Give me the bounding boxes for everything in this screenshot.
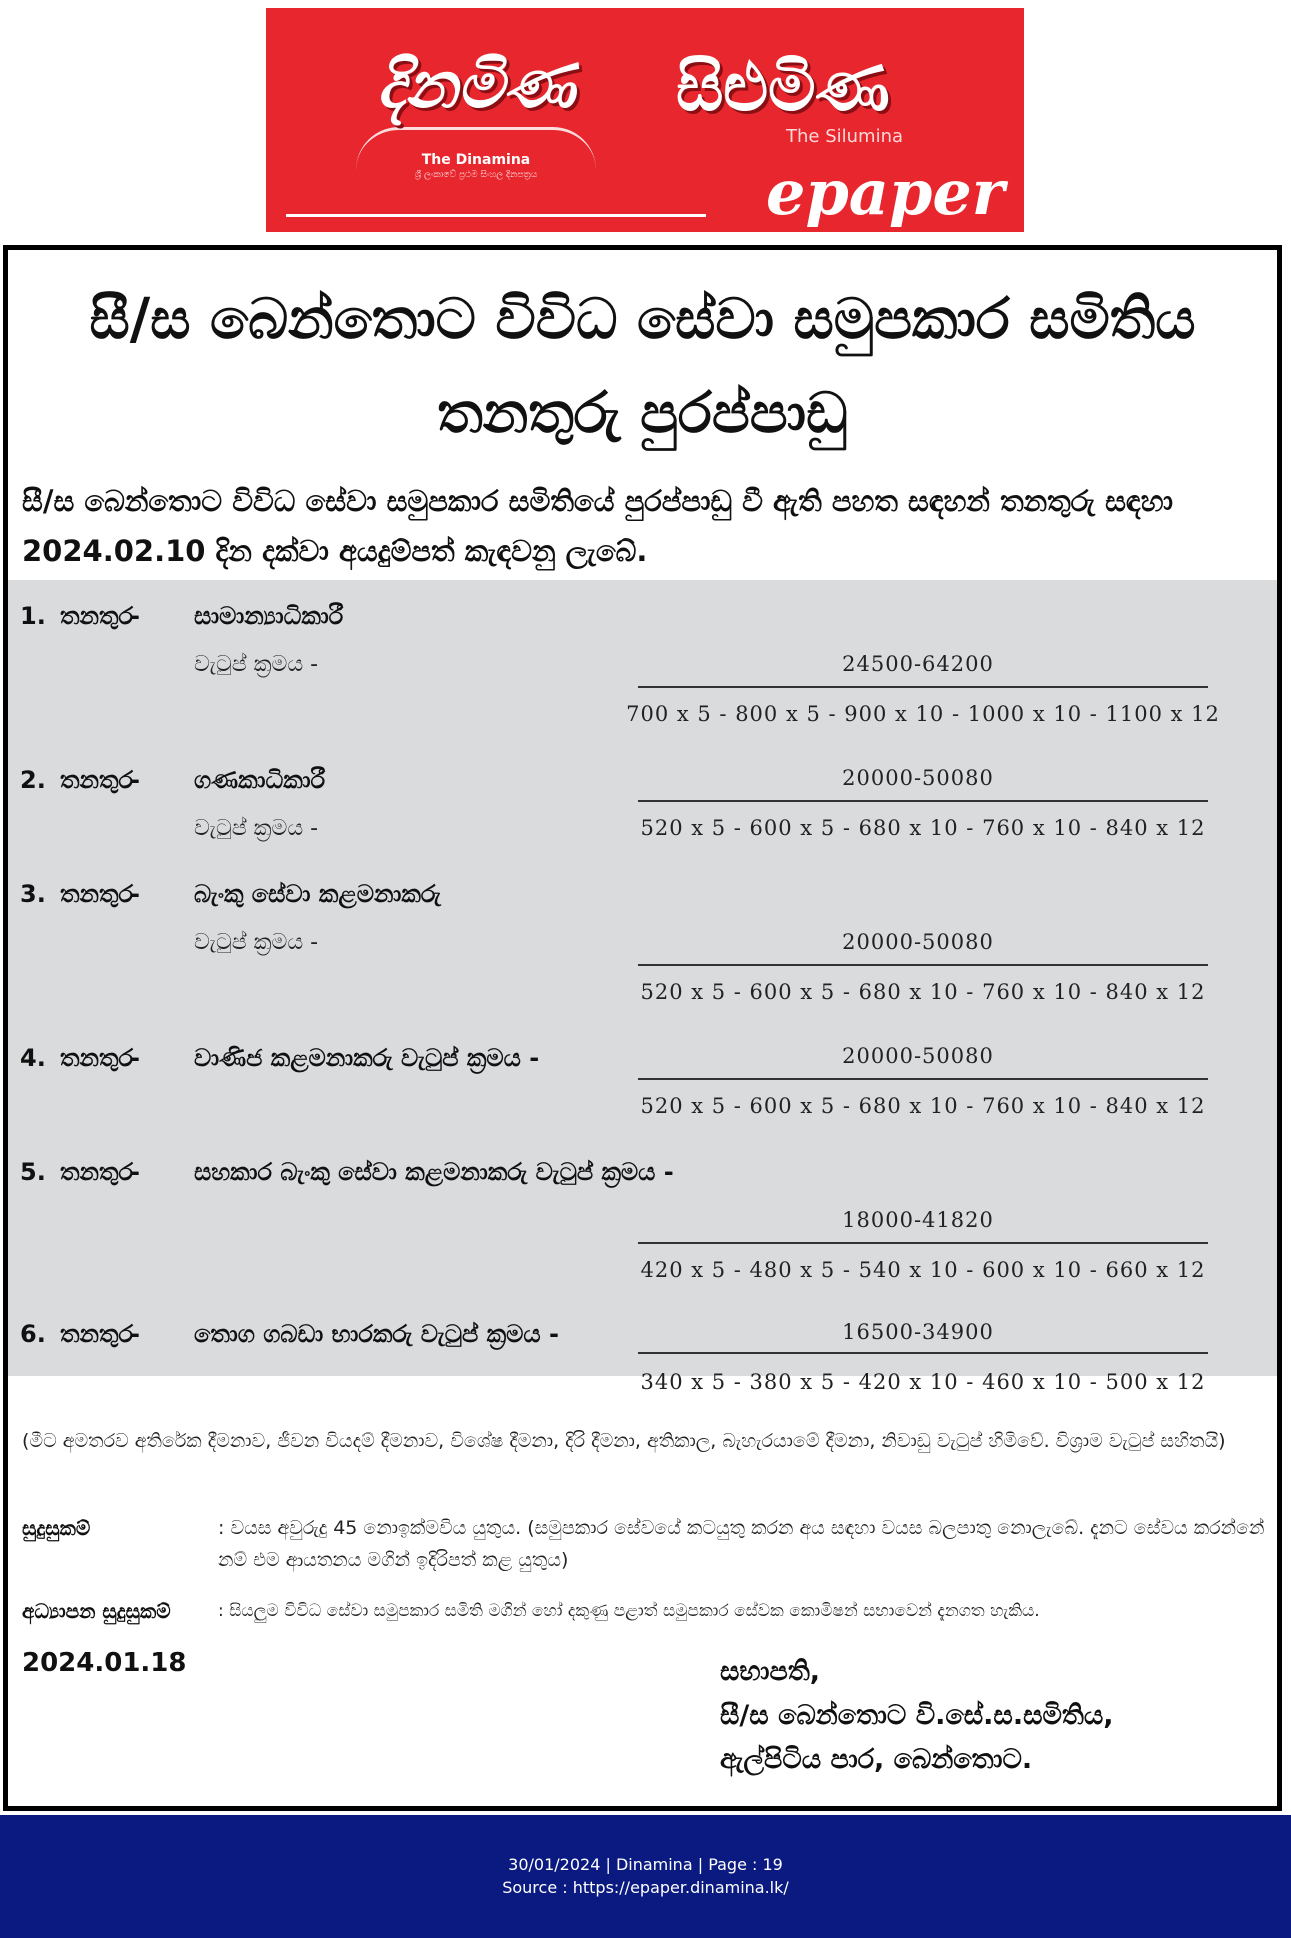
footer-source-link[interactable]: Source : https://epaper.dinamina.lk/ [502, 1878, 789, 1897]
qualifications-text: : වයස අවුරුදු 45 නොඉක්මවිය යුතුය. (සමුපකාර සේවයේ කටයුතු කරන අය සඳහා වයස බලපාතු නොලැබේ. දැනට සේවය කරන්නේ නම් එම ආයතනය මගින් ඉදිරිපත් කළ යුතුය) [218, 1517, 1265, 1571]
salary-range: 20000-50080 [842, 930, 994, 954]
signature-line2: සී/ස බෙන්තොට වි.සේ.ස.සමිතිය, [720, 1700, 1114, 1731]
dinamina-logo-text: දිනමිණ [376, 48, 576, 123]
ad-title-line1: සී/ස බෙන්තොට විවිධ සේවා සමුපකාර සමිතිය [89, 287, 1196, 352]
allowances-note: (මීට අමතරව අතිරේක දීමනාව, ජීවන වියදම් දීමනාව, විශේෂ දීමනා, දිරි දීමනා, අතිකාල, බැහැරයාමේ දීමනා, නිවාඩු වැටුප් හිමිවේ. විශ්‍රාම වැටුප් සහිතයි) [22, 1430, 1226, 1452]
dinamina-logo-subtitle: The Dinamina [421, 152, 531, 168]
divider-line [638, 1078, 1208, 1080]
post-label: තනතුර [60, 880, 133, 908]
post-name: සාමාන්‍යාධිකාරී [194, 602, 344, 630]
post-name: බැංකු සේවා කළමනාකරු [194, 880, 441, 908]
footer-page-info: 30/01/2024 | Dinamina | Page : 19 [508, 1855, 783, 1874]
epaper-footer [0, 1815, 1291, 1938]
post-label: තනතුර [60, 1044, 133, 1072]
masthead-rule [286, 214, 706, 217]
post-label: තනතුර [60, 1158, 133, 1186]
ad-intro: සී/ස බෙන්තොට විවිධ සේවා සමුපකාර සමිතියේ පුරප්පාඩු වී ඇති පහත සඳහන් තනතුරු සඳහා 2024.02.10 දින දක්වා අයදුම්පත් කැඳවනු ලැබේ. [22, 484, 1174, 568]
salary-increments: 520 x 5 - 600 x 5 - 680 x 10 - 760 x 10 - 840 x 12 [640, 816, 1206, 840]
silumina-logo-text: සිළුමිණ [676, 48, 890, 126]
dinamina-logo [326, 48, 626, 180]
ad-title-line2: තනතුරු පුරප්පාඩු [437, 381, 848, 446]
post-number: 5. [20, 1158, 46, 1186]
salary-range: 20000-50080 [842, 766, 994, 790]
post-label: තනතුර [60, 602, 133, 630]
posts-band [8, 580, 1277, 1376]
salary-increments: 340 x 5 - 380 x 5 - 420 x 10 - 460 x 10 - 500 x 12 [640, 1370, 1206, 1394]
salary-scale-label: වැටුප් ක්‍රමය - [194, 930, 319, 955]
post-dash: - [130, 1158, 140, 1186]
post-number: 3. [20, 880, 46, 908]
salary-range: 18000-41820 [842, 1208, 994, 1232]
post-dash: - [130, 1044, 140, 1072]
signature-line3: ඇල්පිටිය පාර, බෙන්තොට. [720, 1744, 1033, 1775]
post-dash: - [130, 1320, 140, 1348]
signature-line1: සභාපති, [720, 1656, 821, 1687]
education-text: : සියලුම විවිධ සේවා සමුපකාර සමිති මගින් හෝ දකුණු පළාත් සමුපකාර සේවක කොමිෂන් සභාවෙන් දැනගත හැකිය. [218, 1601, 1040, 1621]
post-dash: - [130, 602, 140, 630]
education-row [8, 1595, 1277, 1629]
post-dash: - [130, 766, 140, 794]
post-name: තොග ගබඩා භාරකරු වැටුප් ක්‍රමය - [194, 1320, 559, 1348]
post-name: ගණකාධිකාරී [194, 766, 326, 794]
post-number: 2. [20, 766, 46, 794]
salary-range: 20000-50080 [842, 1044, 994, 1068]
post-number: 6. [20, 1320, 46, 1348]
ad-date: 2024.01.18 [22, 1648, 187, 1678]
salary-increments: 700 x 5 - 800 x 5 - 900 x 10 - 1000 x 10 - 1100 x 12 [626, 702, 1220, 726]
salary-increments: 520 x 5 - 600 x 5 - 680 x 10 - 760 x 10 - 840 x 12 [640, 980, 1206, 1004]
post-number: 4. [20, 1044, 46, 1072]
salary-increments: 420 x 5 - 480 x 5 - 540 x 10 - 600 x 10 - 660 x 12 [640, 1258, 1206, 1282]
salary-scale-label: වැටුප් ක්‍රමය - [194, 816, 319, 841]
divider-line [638, 686, 1208, 688]
divider-line [638, 964, 1208, 966]
post-name: වාණිජ කළමනාකරු වැටුප් ක්‍රමය - [194, 1044, 540, 1072]
qualifications-row [8, 1512, 1277, 1582]
post-label: තනතුර [60, 1320, 133, 1348]
salary-range: 24500-64200 [842, 652, 994, 676]
qualifications-label: සුදුසුකම් [22, 1516, 91, 1540]
post-name: සහකාර බැංකු සේවා කළමනාකරු වැටුප් ක්‍රමය - [194, 1158, 674, 1186]
education-label: අධ්‍යාපන සුදුසුකම් [22, 1599, 171, 1623]
divider-line [638, 1352, 1208, 1354]
salary-scale-label: වැටුප් ක්‍රමය - [194, 652, 319, 677]
dinamina-logo-tagline: ශ්‍රී ලංකාවේ ප්‍රථම සිංහල දිනපත්‍රය [414, 170, 538, 180]
masthead-banner [266, 8, 1024, 232]
post-dash: - [130, 880, 140, 908]
post-number: 1. [20, 602, 46, 630]
divider-line [638, 1242, 1208, 1244]
divider-line [638, 800, 1208, 802]
salary-range: 16500-34900 [842, 1320, 994, 1344]
post-label: තනතුර [60, 766, 133, 794]
signature-block [720, 1650, 1114, 1782]
vacancy-advertisement [3, 245, 1282, 1811]
salary-increments: 520 x 5 - 600 x 5 - 680 x 10 - 760 x 10 - 840 x 12 [640, 1094, 1206, 1118]
epaper-logo-text: epaper [766, 156, 1005, 229]
silumina-logo-subtitle: The Silumina [786, 126, 904, 147]
